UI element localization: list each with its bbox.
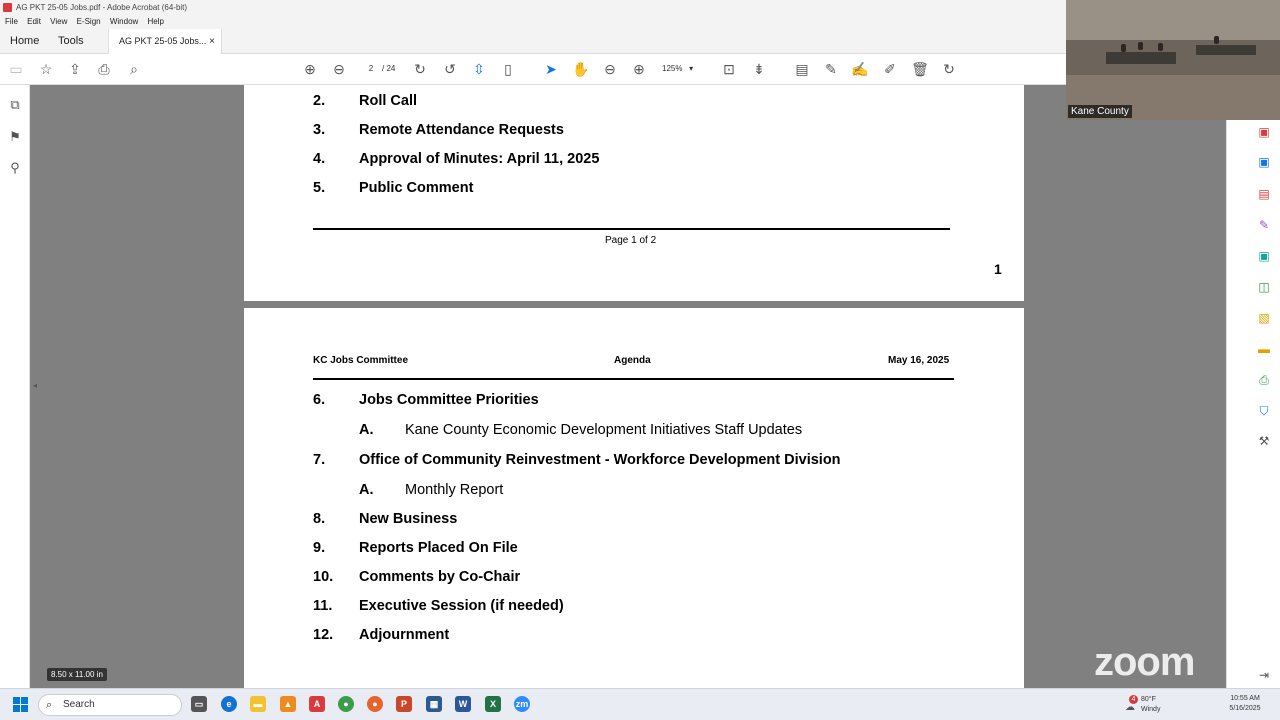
scan-ocr-icon[interactable]: ⎙ xyxy=(1259,373,1269,387)
right-tools-rail xyxy=(1226,120,1280,688)
page-size-tooltip: 8.50 x 11.00 in xyxy=(47,668,107,681)
delete-icon[interactable]: 🗑 xyxy=(911,61,929,77)
edit-text-icon[interactable]: ✐ xyxy=(884,61,896,77)
acrobat-taskbar-icon[interactable]: A xyxy=(309,696,325,712)
item-number: 4. xyxy=(313,151,326,167)
highlight-icon[interactable]: ✎ xyxy=(825,61,837,77)
save-icon[interactable]: ▭ xyxy=(9,61,23,77)
header-date: May 16, 2025 xyxy=(888,355,950,366)
agenda-item-comments-co-chair: Comments by Co-Chair xyxy=(359,569,521,585)
agenda-item-jobs-priorities: Jobs Committee Priorities xyxy=(359,392,539,408)
print-icon[interactable]: ⎙ xyxy=(98,61,110,77)
video-participant xyxy=(1121,44,1126,52)
zoom-watermark: zoom xyxy=(1094,640,1195,684)
zoom-video-feed[interactable] xyxy=(1066,0,1280,120)
search-icon[interactable]: ⌕ xyxy=(130,61,138,77)
agenda-item-executive-session: Executive Session (if needed) xyxy=(359,598,564,614)
sign-icon[interactable]: ✍ xyxy=(851,61,869,77)
organize-pages-icon[interactable]: ▤ xyxy=(1258,187,1270,201)
tab-document[interactable] xyxy=(108,29,222,54)
tab-home[interactable]: Home xyxy=(10,35,40,47)
weather-widget[interactable] xyxy=(1125,693,1185,717)
video-participant xyxy=(1138,42,1143,50)
export-pdf-icon[interactable]: ▣ xyxy=(1258,125,1270,139)
video-desk xyxy=(1106,52,1176,64)
collapse-tools-icon[interactable]: ⇥ xyxy=(1258,668,1270,682)
taskbar-search-placeholder: Search xyxy=(63,699,95,710)
zoom-app-icon[interactable]: zm xyxy=(514,696,530,712)
word-icon[interactable]: W xyxy=(455,696,471,712)
menu-file[interactable]: File xyxy=(5,17,18,26)
windows-taskbar xyxy=(0,688,1280,720)
protect-icon[interactable]: ⛉ xyxy=(1259,404,1269,418)
page-total: / 24 xyxy=(382,64,396,73)
clock-time: 10:55 AM xyxy=(1230,695,1260,702)
menu-window[interactable]: Window xyxy=(109,17,139,26)
fit-page-icon[interactable]: ⇳ xyxy=(473,61,485,77)
pdf-page-2 xyxy=(244,308,1024,708)
previous-page-icon[interactable]: ⊕ xyxy=(304,61,316,77)
tab-bar xyxy=(0,29,1066,54)
item-number: 5. xyxy=(313,180,326,196)
header-committee: KC Jobs Committee xyxy=(313,355,409,366)
footer-rule xyxy=(313,228,950,230)
clock-date: 5/16/2025 xyxy=(1229,705,1261,712)
weather-badge: 4 xyxy=(1129,695,1138,704)
weather-temp: 80°F xyxy=(1141,696,1156,703)
hand-tool-icon[interactable]: ✋ xyxy=(572,61,590,77)
acrobat-icon xyxy=(3,3,12,12)
page-footer: Page 1 of 2 xyxy=(605,235,657,246)
item-number: 7. xyxy=(313,452,326,468)
edge-icon[interactable]: e xyxy=(221,696,237,712)
video-participant xyxy=(1214,36,1219,44)
page-number-input[interactable]: 2 xyxy=(368,64,374,73)
vlc-icon[interactable]: ▲ xyxy=(280,696,296,712)
edit-pdf-icon[interactable]: ✎ xyxy=(1258,218,1270,232)
video-desk xyxy=(1196,45,1256,55)
search-icon: ⌕ xyxy=(46,699,53,711)
agenda-item-approval-minutes: Approval of Minutes: April 11, 2025 xyxy=(359,151,600,167)
item-number: 6. xyxy=(313,392,326,408)
video-participant xyxy=(1158,43,1163,51)
calculator-icon[interactable]: ▦ xyxy=(426,696,442,712)
bookmark-icon[interactable]: ⚑ xyxy=(9,129,21,144)
comment-icon[interactable]: ▤ xyxy=(795,61,809,77)
single-page-icon[interactable]: ▯ xyxy=(504,61,512,77)
chrome-icon[interactable]: ● xyxy=(338,696,354,712)
create-pdf-icon[interactable]: ▣ xyxy=(1258,155,1270,169)
item-number: 9. xyxy=(313,540,326,556)
agenda-item-reports-on-file: Reports Placed On File xyxy=(359,540,518,556)
star-icon[interactable]: ☆ xyxy=(39,61,53,77)
compress-icon[interactable]: ◫ xyxy=(1258,280,1270,294)
item-number: 12. xyxy=(313,627,334,643)
agenda-subitem-monthly-report: Monthly Report xyxy=(405,482,504,498)
video-room-wall xyxy=(1066,0,1280,40)
tab-tools[interactable]: Tools xyxy=(58,35,84,47)
window-title-bar xyxy=(0,0,1066,15)
collapse-left-panel-icon[interactable]: ◂ xyxy=(33,381,38,390)
zoom-in-icon[interactable]: ⊕ xyxy=(633,61,645,77)
close-tab-icon[interactable]: × xyxy=(209,36,215,47)
more-tools-icon[interactable]: ⚒ xyxy=(1258,434,1270,448)
agenda-item-roll-call: Roll Call xyxy=(359,93,418,109)
comment-tool-icon[interactable]: ▬ xyxy=(1258,342,1270,356)
zoom-out-icon[interactable]: ⊖ xyxy=(604,61,616,77)
firefox-icon[interactable]: ● xyxy=(367,696,383,712)
windows-start-icon[interactable] xyxy=(13,697,29,713)
pdf-page-1 xyxy=(244,85,1024,301)
excel-icon[interactable]: X xyxy=(485,696,501,712)
upload-icon[interactable]: ⇪ xyxy=(69,61,81,77)
task-view-icon[interactable]: ▭ xyxy=(191,696,207,712)
agenda-item-community-reinvestment: Office of Community Reinvestment - Workforce Development Division xyxy=(359,452,841,468)
agenda-subitem-economic-development: Kane County Economic Development Initiatives Staff Updates xyxy=(405,422,803,438)
item-number: A. xyxy=(359,482,374,498)
system-clock[interactable] xyxy=(1224,694,1266,714)
zoom-level: 125% xyxy=(662,64,683,73)
powerpoint-icon[interactable]: P xyxy=(396,696,412,712)
item-number: 3. xyxy=(313,122,326,138)
window-title: AG PKT 25-05 Jobs.pdf - Adobe Acrobat (64-bit) xyxy=(16,3,188,12)
combine-files-icon[interactable]: ▣ xyxy=(1258,249,1270,263)
redo-icon[interactable]: ↻ xyxy=(943,61,955,77)
fit-width-icon[interactable]: ⊡ xyxy=(723,61,735,77)
menu-edit[interactable]: Edit xyxy=(27,17,41,26)
video-participant-label: Kane County xyxy=(1068,105,1132,118)
rotate-clockwise-icon[interactable]: ↻ xyxy=(414,61,426,77)
scroll-mode-icon[interactable]: ⇟ xyxy=(753,61,765,77)
header-agenda: Agenda xyxy=(614,355,651,366)
agenda-item-public-comment: Public Comment xyxy=(359,180,474,196)
item-number: 11. xyxy=(313,598,333,614)
header-rule xyxy=(313,378,954,380)
weather-desc: Windy xyxy=(1141,706,1161,713)
page-number-label: 1 xyxy=(994,261,1002,277)
file-explorer-icon[interactable]: ▬ xyxy=(250,696,266,712)
menu-bar xyxy=(0,15,1066,29)
attachment-icon[interactable]: ⚲ xyxy=(10,160,20,175)
agenda-item-new-business: New Business xyxy=(359,511,458,527)
fill-sign-icon[interactable]: ▧ xyxy=(1258,311,1270,325)
item-number: 10. xyxy=(313,569,334,585)
agenda-item-remote-attendance: Remote Attendance Requests xyxy=(359,122,564,138)
select-cursor-icon[interactable]: ➤ xyxy=(545,61,557,77)
page-thumbnails-icon[interactable]: ⧉ xyxy=(10,97,20,112)
item-number: A. xyxy=(359,422,374,438)
menu-view[interactable]: View xyxy=(50,17,68,26)
menu-esign[interactable]: E-Sign xyxy=(76,17,101,26)
menu-help[interactable]: Help xyxy=(147,17,164,26)
left-navigation-rail xyxy=(0,85,30,688)
document-viewport[interactable] xyxy=(30,85,1226,688)
rotate-counterclockwise-icon[interactable]: ↺ xyxy=(444,61,456,77)
cloud-icon: ☁ xyxy=(1125,702,1135,713)
tab-document-label: AG PKT 25-05 Jobs... xyxy=(119,36,207,46)
agenda-item-adjournment: Adjournment xyxy=(359,627,450,643)
item-number: 2. xyxy=(313,93,326,109)
next-page-icon[interactable]: ⊖ xyxy=(333,61,345,77)
taskbar-search-box[interactable] xyxy=(38,694,182,716)
zoom-level-dropdown[interactable]: 125% ▾ xyxy=(662,64,694,73)
item-number: 8. xyxy=(313,511,326,527)
